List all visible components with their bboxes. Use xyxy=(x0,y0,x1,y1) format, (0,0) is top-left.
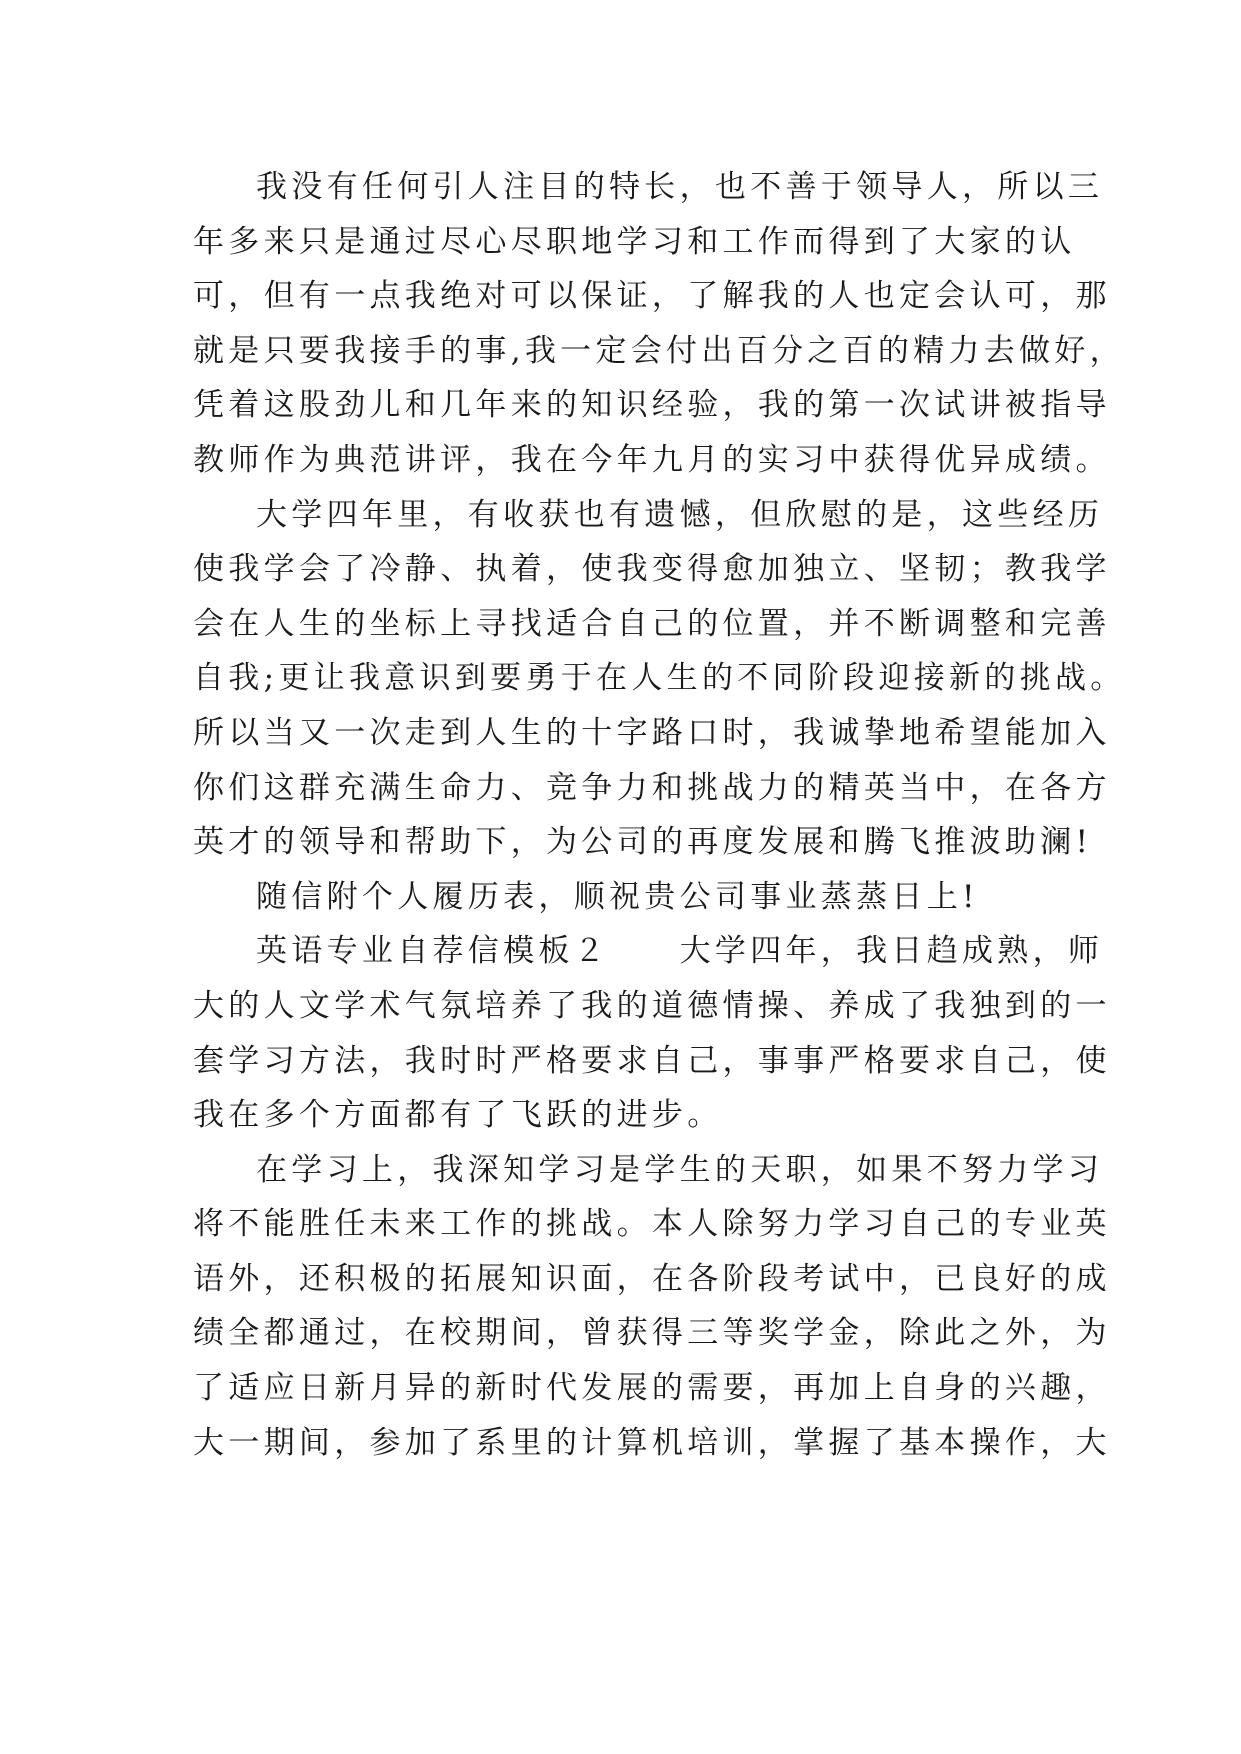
paragraph-line: 英语专业自荐信模板２ 大学四年，我日趋成熟，师 xyxy=(256,933,1104,970)
body-text xyxy=(193,160,1126,1470)
paragraph-line: 你们这群充满生命力、竞争力和挑战力的精英当中，在各方 xyxy=(193,769,1111,806)
paragraph-line: 了适应日新月异的新时代发展的需要，再加上自身的兴趣， xyxy=(193,1370,1111,1407)
paragraph-line: 大学四年里，有收获也有遗憾，但欣慰的是，这些经历 xyxy=(256,496,1104,533)
paragraph-line: 绩全都通过，在校期间，曾获得三等奖学金，除此之外，为 xyxy=(193,1315,1111,1352)
paragraph-line: 自我;更让我意识到要勇于在人生的不同阶段迎接新的挑战。 xyxy=(193,660,1126,697)
paragraph-line: 语外，还积极的拓展知识面，在各阶段考试中，已良好的成 xyxy=(193,1260,1111,1297)
paragraph-line: 将不能胜任未来工作的挑战。本人除努力学习自己的专业英 xyxy=(193,1206,1111,1243)
paragraph-line: 套学习方法，我时时严格要求自己，事事严格要求自己，使 xyxy=(193,1042,1111,1079)
paragraph-line: 在学习上，我深知学习是学生的天职，如果不努力学习 xyxy=(256,1151,1104,1188)
paragraph-line: 使我学会了冷静、执着，使我变得愈加独立、坚韧；教我学 xyxy=(193,551,1111,588)
paragraph-line: 英才的领导和帮助下，为公司的再度发展和腾飞推波助澜! xyxy=(193,824,1093,861)
paragraph-line: 大的人文学术气氛培养了我的道德情操、养成了我独到的一 xyxy=(193,987,1111,1024)
paragraph-line: 凭着这股劲儿和几年来的知识经验，我的第一次试讲被指导 xyxy=(193,387,1111,424)
paragraph-line: 所以当又一次走到人生的十字路口时，我诚挚地希望能加入 xyxy=(193,714,1111,751)
paragraph-line: 可，但有一点我绝对可以保证，了解我的人也定会认可，那 xyxy=(193,278,1111,315)
paragraph-line: 教师作为典范讲评，我在今年九月的实习中获得优异成绩。 xyxy=(193,441,1111,478)
paragraph-line: 大一期间，参加了系里的计算机培训，掌握了基本操作，大 xyxy=(193,1424,1111,1461)
paragraph-line: 就是只要我接手的事,我一定会付出百分之百的精力去做好， xyxy=(193,332,1125,369)
paragraph-line: 会在人生的坐标上寻找适合自己的位置，并不断调整和完善 xyxy=(193,605,1111,642)
paragraph-line: 我在多个方面都有了飞跃的进步。 xyxy=(193,1097,723,1134)
paragraph-line: 随信附个人履历表，顺祝贵公司事业蒸蒸日上! xyxy=(256,878,979,915)
paragraph-line: 我没有任何引人注目的特长，也不善于领导人，所以三 xyxy=(256,169,1104,205)
paragraph-line: 年多来只是通过尽心尽职地学习和工作而得到了大家的认 xyxy=(193,223,1076,260)
